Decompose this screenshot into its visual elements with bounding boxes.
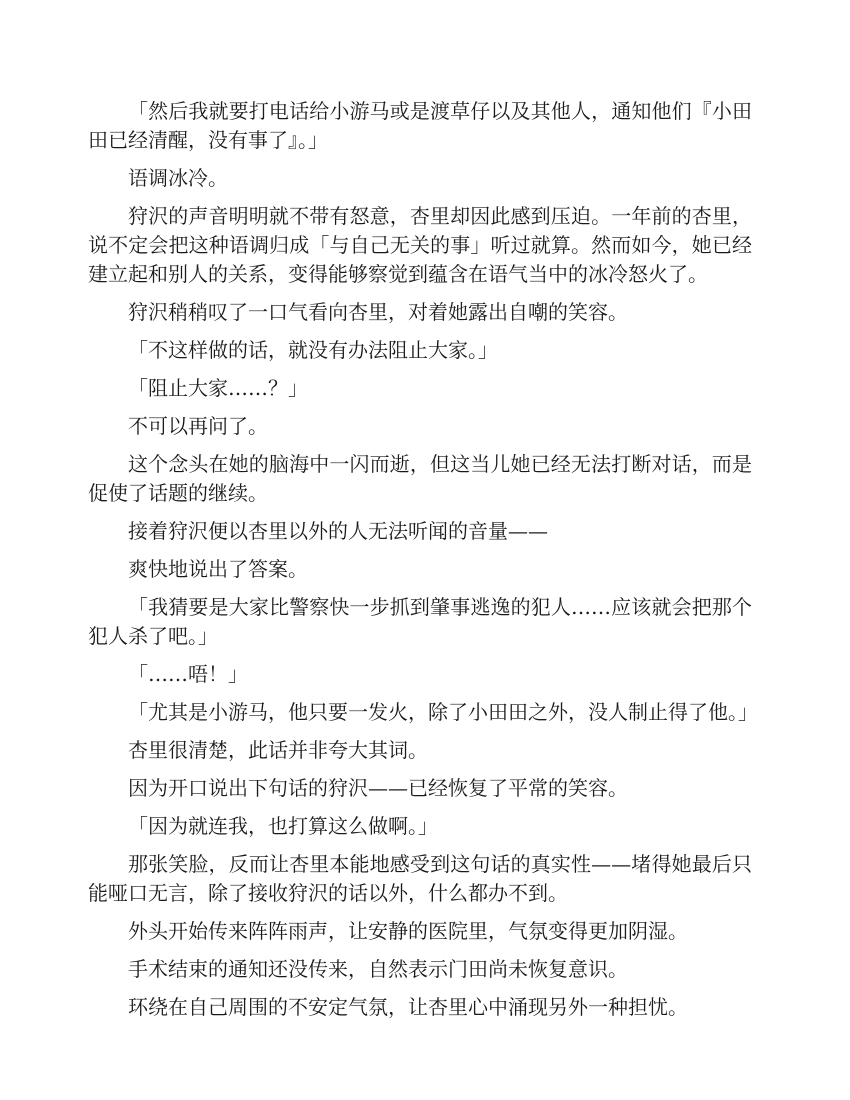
paragraph: 狩沢的声音明明就不带有怒意，杏里却因此感到压迫。一年前的杏里，说不定会把这种语调归成「与自己无关的事」听过就算。然而如今，她已经建立起和别人的关系，变得能够察觉到蕴含在语气当中的冰冷怒火了。 [88, 204, 752, 286]
paragraph: 外头开始传来阵阵雨声，让安静的医院里，气氛变得更加阴湿。 [128, 919, 688, 943]
page-body [88, 97, 758, 1031]
paragraph: 这个念头在她的脑海中一闪而逝，但这当儿她已经无法打断对话，而是促使了话题的继续。 [88, 452, 752, 505]
paragraph: 爽快地说出了答案。 [128, 557, 308, 581]
paragraph: 「尤其是小游马，他只要一发火，除了小田田之外，没人制止得了他。」 [128, 700, 758, 724]
paragraph: 狩沢稍稍叹了一口气看向杏里，对着她露出自嘲的笑容。 [128, 300, 628, 324]
paragraph: 杏里很清楚，此话并非夸大其词。 [128, 738, 428, 762]
paragraph: 「然后我就要打电话给小游马或是渡草仔以及其他人，通知他们『小田田已经清醒，没有事了』。」 [88, 99, 752, 152]
paragraph: 接着狩沢便以杏里以外的人无法听闻的音量—— [128, 519, 548, 543]
paragraph: 那张笑脸，反而让杏里本能地感受到这句话的真实性——堵得她最后只能哑口无言，除了接收狩沢的话以外，什么都办不到。 [88, 852, 752, 905]
paragraph: 语调冰冷。 [128, 166, 228, 190]
paragraph: 「因为就连我，也打算这么做啊。」 [128, 814, 438, 838]
paragraph: 「阻止大家……？」 [128, 376, 308, 400]
paragraph: 不可以再问了。 [128, 414, 268, 438]
paragraph: 因为开口说出下句话的狩沢——已经恢复了平常的笑容。 [128, 776, 628, 800]
paragraph: 环绕在自己周围的不安定气氛，让杏里心中涌现另外一种担忧。 [128, 995, 688, 1019]
paragraph: 「我猜要是大家比警察快一步抓到肇事逃逸的犯人……应该就会把那个犯人杀了吧。」 [88, 595, 752, 648]
paragraph: 手术结束的通知还没传来，自然表示门田尚未恢复意识。 [128, 957, 628, 981]
paragraph: 「……唔！」 [128, 662, 248, 686]
paragraph: 「不这样做的话，就没有办法阻止大家。」 [128, 338, 498, 362]
